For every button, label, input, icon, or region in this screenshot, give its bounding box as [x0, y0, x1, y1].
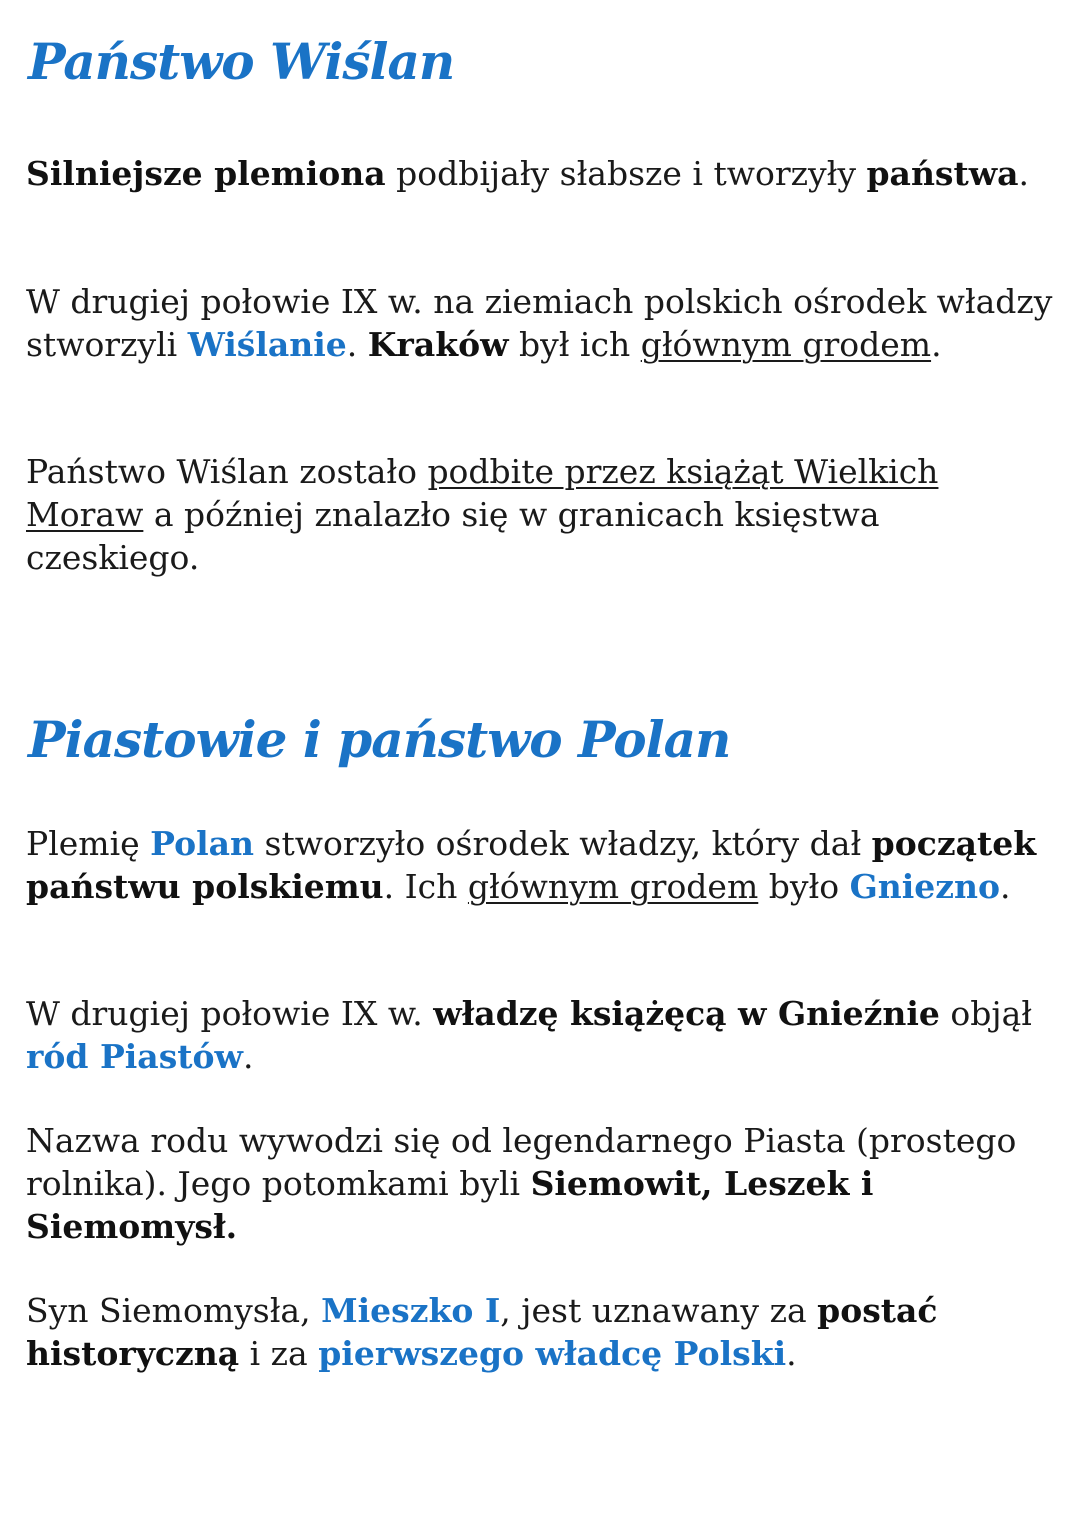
text: stworzyło ośrodek władzy, który dał — [254, 824, 872, 863]
paragraph-tribes — [26, 152, 1056, 195]
text: W drugiej połowie IX w. na ziemiach polskich ośrodek władzy stworzyli — [26, 282, 1053, 364]
paragraph-piast-dynasty — [26, 992, 1056, 1078]
text: Syn Siemomysła, — [26, 1291, 322, 1330]
highlight-text: Polan — [150, 824, 255, 863]
bold-text: postać historyczną — [26, 1291, 938, 1373]
bold-text: państwa — [866, 154, 1019, 193]
paragraph-polanie — [26, 822, 1056, 908]
bold-text: Silniejsze plemiona — [26, 154, 386, 193]
text: był ich — [508, 325, 641, 364]
text: Plemię — [26, 824, 151, 863]
paragraph-wislanie-power — [26, 280, 1056, 366]
text: podbijały słabsze i tworzyły — [385, 154, 867, 193]
bold-text: początek państwu polskiemu — [26, 824, 1037, 906]
underlined-text: głównym grodem — [467, 867, 759, 906]
paragraph-dynasty-name — [26, 1119, 1056, 1248]
highlight-text: pierwszego władcę Polski — [318, 1334, 787, 1373]
text: . — [1018, 154, 1030, 193]
bold-text: Kraków — [367, 325, 509, 364]
highlight-text: ród Piastów — [26, 1037, 243, 1076]
text: . Ich — [383, 867, 468, 906]
text: Państwo Wiślan zostało — [26, 452, 428, 491]
text: , jest uznawany za — [500, 1291, 818, 1330]
paragraph-wislanie-fate — [26, 450, 1056, 579]
bold-text: władzę książęcą w Gnieźnie — [433, 994, 940, 1033]
bold-text: Siemowit, Leszek i Siemomysł. — [26, 1164, 874, 1246]
text: było — [758, 867, 850, 906]
underlined-text: podbite przez książąt Wielkich Moraw — [26, 452, 939, 534]
highlight-text: Mieszko I — [321, 1291, 501, 1330]
text: . — [931, 325, 942, 364]
underlined-text: głównym grodem — [640, 325, 932, 364]
text: objął — [939, 994, 1033, 1033]
text: . — [786, 1334, 797, 1373]
paragraph-mieszko — [26, 1289, 1056, 1375]
highlight-text: Wiślanie — [187, 325, 347, 364]
text: . — [1000, 867, 1011, 906]
text: . — [242, 1037, 254, 1076]
text: Nazwa rodu wywodzi się od legendarnego Piasta (prostego rolnika). Jego potomkami byli — [26, 1121, 1017, 1203]
section-title-wislanie: Państwo Wiślan — [28, 32, 455, 91]
text: i za — [239, 1334, 319, 1373]
highlight-text: Gniezno — [849, 867, 1001, 906]
text: . — [346, 325, 368, 364]
text: W drugiej połowie IX w. — [26, 994, 434, 1033]
section-title-piastowie: Piastowie i państwo Polan — [28, 710, 731, 769]
text: a później znalazło się w granicach księstwa czeskiego. — [26, 495, 880, 577]
